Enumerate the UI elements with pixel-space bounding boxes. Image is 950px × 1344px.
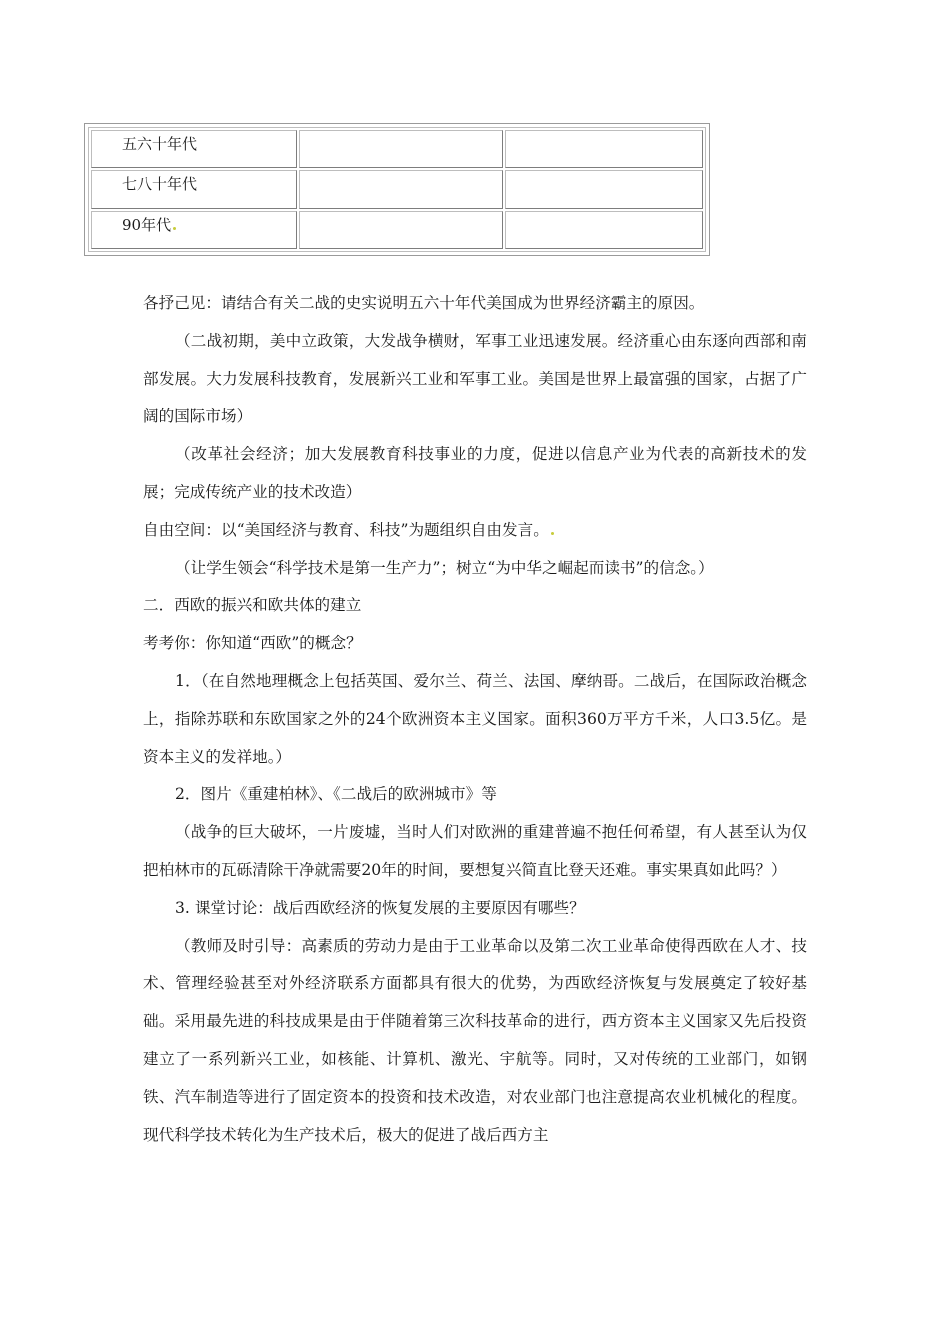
- table-cell-label: 五六十年代: [91, 130, 297, 168]
- mark-dot: [173, 227, 176, 230]
- paragraph: 3. 课堂讨论：战后西欧经济的恢复发展的主要原因有哪些？: [175, 898, 585, 917]
- table-row: [91, 130, 703, 168]
- table-cell-empty: [299, 130, 503, 168]
- table-cell-label: 90年代: [91, 211, 297, 249]
- table-row: [91, 170, 703, 208]
- table-cell-label: 七八十年代: [91, 170, 297, 208]
- paragraph: （战争的巨大破坏，一片废墟，当时人们对欧洲的重建普遍不抱任何希望，有人甚至认为仅把柏林市的瓦砾清除干净就需要20年的时间，要想复兴简直比登天还难。事实果真如此吗？）: [143, 823, 807, 879]
- paragraph: （让学生领会“科学技术是第一生产力”；树立“为中华之崛起而读书”的信念。）: [175, 558, 714, 577]
- table-cell-empty: [299, 170, 503, 208]
- paragraph: 各抒己见：请结合有关二战的史实说明五六十年代美国成为世界经济霸主的原因。: [143, 294, 705, 312]
- paragraph: 1．（在自然地理概念上包括英国、爱尔兰、荷兰、法国、摩纳哥。二战后，在国际政治概念上，指除苏联和东欧国家之外的24个欧洲资本主义国家。面积360万平方千米，人口3.5亿。是资本主义的发祥地。）: [143, 671, 807, 766]
- body-text: [143, 285, 807, 1154]
- paragraph: （改革社会经济；加大发展教育科技事业的力度，促进以信息产业为代表的高新技术的发展；完成传统产业的技术改造）: [143, 445, 807, 501]
- section-heading: 二．西欧的振兴和欧共体的建立: [143, 596, 362, 615]
- mark-dot: [551, 532, 554, 535]
- table-cell-empty: [299, 211, 503, 249]
- decades-table: [84, 123, 710, 256]
- table-cell-empty: [505, 211, 703, 249]
- table-cell-empty: [505, 170, 703, 208]
- paragraph: 2．图片《重建柏林》、《二战后的欧洲城市》等: [175, 785, 497, 804]
- paragraph: 考考你：你知道“西欧”的概念？: [143, 634, 362, 653]
- table-cell-empty: [505, 130, 703, 168]
- table-row: [91, 211, 703, 249]
- paragraph: 自由空间：以“美国经济与教育、科技”为题组织自由发言。: [143, 512, 807, 550]
- paragraph: （二战初期，美中立政策，大发战争横财，军事工业迅速发展。经济重心由东逐向西部和南部发展。大力发展科技教育，发展新兴工业和军事工业。美国是世界上最富强的国家，占据了广阔的国际市场）: [143, 331, 807, 426]
- paragraph: （教师及时引导：高素质的劳动力是由于工业革命以及第二次工业革命使得西欧在人才、技术、管理经验甚至对外经济联系方面都具有很大的优势，为西欧经济恢复与发展奠定了较好基础。采用最先进的科技成果是由于伴随着第三次科技革命的进行，西方资本主义国家又先后投资建立了一系列新兴工业，如核能、计算机、激光、宇航等。同时，又对传统的工业部门，如钢铁、汽车制造等进行了固定资本的投资和技术改造，对农业部门也注意提高农业机械化的程度。现代科学技术转化为生产技术后，极大的促进了战后西方主: [143, 936, 807, 1144]
